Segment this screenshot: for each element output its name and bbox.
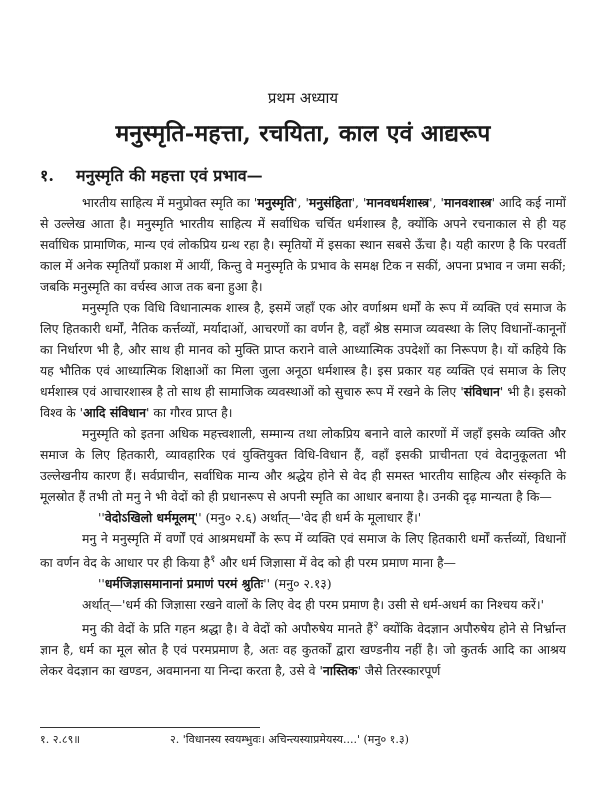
chapter-title: मनुस्मृति-महत्ता, रचयिता, काल एवं आद्यरूप (115, 120, 491, 147)
quote-1 (40, 507, 566, 528)
term-manavadharmashastra: मानवधर्मशास्त्र (366, 195, 430, 210)
section-heading (40, 164, 566, 186)
chapter-label: प्रथम अध्याय (267, 89, 339, 107)
paragraph-2 (40, 297, 566, 423)
text: मनु ने मनुस्मृति में वर्णों एवं आश्रमधर्मों के रूप में व्यक्ति एवं समाज के लिए हितकारी धर्मों कर्त्तव्यों, विधानों का वर्णन वेद के आधार पर ही किया है (40, 531, 566, 571)
text: ' का गौरव प्राप्त है। (146, 405, 233, 420)
text: '' (मनु० २.१३) (263, 576, 332, 592)
footnote-ref: १ (210, 553, 216, 565)
sanskrit-quote: धर्मजिज्ञासमानानां प्रमाणं परमं श्रुतिः (104, 576, 264, 592)
text: '' (98, 510, 105, 525)
term-manavashastra: मानवशास्त्र (443, 195, 492, 210)
text: ' भी है। इसको विश्व के ' (40, 384, 566, 420)
footnote-divider (40, 727, 260, 728)
text: '' (98, 576, 105, 592)
sanskrit-quote: वेदोऽखिलो धर्ममूलम् (104, 510, 195, 525)
text: ', ' (294, 195, 309, 210)
paragraph-5 (40, 594, 566, 615)
paragraph-4 (40, 528, 566, 573)
term-nastik: नास्तिक (322, 663, 358, 679)
quote-2 (40, 573, 566, 594)
footnote-1: १. २.८९॥ (40, 733, 80, 746)
text: मनु की वेदों के प्रति गहन श्रद्धा है। वे वेदों को अपौरुषेय मानते हैं (82, 621, 374, 637)
text: मनुस्मृति को इतना अधिक महत्त्वशाली, सम्मान्य तथा लोकप्रिय बनाने वाले कारणों में जहाँ इसके व्यक्ति और समाज के लिए हितकारी, व्यावहारिक एवं युक्तियुक्त विधि-विधान हैं, वहाँ इसकी प्राचीनता एवं वेदानुकूलता भी उल्लेखनीय कारण हैं। सर्वप्राचीन, सर्वाधिक मान्य और श्रद्धेय होने से वेद ही समस्त भारतीय साहित्य और संस्कृति के मूलस्रोत हैं तभी तो मनु ने भी वेदों को ही प्रधानरूप से अपनी स्मृति का आधार बनाया है। उनकी दृढ़ मान्यता है कि— (40, 426, 566, 504)
text: ', ' (429, 195, 444, 210)
text: मनुस्मृति एक विधि विधानात्मक शास्त्र है, इसमें जहाँ एक ओर वर्णाश्रम धर्मों के रूप में व्यक्ति एवं समाज के लिए हितकारी धर्मों, नैतिक कर्त्तव्यों, मर्यादाओं, आचरणों का वर्णन है, वहाँ श्रेष्ठ समाज व्यवस्था के लिए विधानों-कानूनों का निर्धारण भी है, और साथ ही मानव को मुक्ति प्राप्त कराने वाले आध्यात्मिक उपदेशों का निरूपण है। यों कहिये कि यह भौतिक एवं आध्यात्मिक शिक्षाओं का मिला जुला अनूठा धर्मशास्त्र है। इस प्रकार यह व्यक्ति एवं समाज के लिए धर्मशास्त्र एवं आचारशास्त्र है तो साथ ही सामाजिक व्यवस्थाओं को सुचारु रूप में रखने के लिए ' (40, 300, 566, 399)
text: '' (मनु० २.६) अर्थात्—'वेद ही धर्म के मूलाधार हैं।' (194, 510, 422, 525)
text: ' जैसे तिरस्कारपूर्ण (357, 663, 441, 679)
term-manusmriti: मनुस्मृति (257, 195, 295, 210)
paragraph-1 (40, 192, 566, 297)
section-number: १. (40, 166, 54, 185)
footnotes (40, 727, 566, 747)
footnote-2: २. 'विधानस्य स्वयम्भुवः। अचिन्त्यस्याप्रमेयस्य....' (मनु० १.३) (170, 733, 409, 746)
paragraph-6 (40, 615, 566, 681)
paragraph-3 (40, 423, 566, 507)
text: ' आदि कई नामों से उल्लेख आता है। मनुस्मृति भारतीय साहित्य में सर्वाधिक चर्चित धर्मशास्त्र है, क्योंकि अपने रचनाकाल से ही यह सर्वाधिक प्रामाणिक, मान्य एवं लोकप्रिय ग्रन्थ रहा है। स्मृतियों में इसका स्थान सबसे ऊँचा है। यही कारण है कि परवर्ती काल में अनेक स्मृतियाँ प्रकाश में आयीं, किन्तु वे मनुस्मृति के प्रभाव के समक्ष टिक न सकीं, अपना प्रभाव न जमा सकीं; जबकि मनुस्मृति का वर्चस्व आज तक बना हुआ है। (40, 195, 566, 294)
text: और धर्म जिज्ञासा में वेद को ही परम प्रमाण माना है— (215, 555, 456, 571)
term-samvidhan: संविधान (463, 384, 500, 399)
section-title: मनुस्मृति की महत्ता एवं प्रभाव— (76, 166, 263, 185)
footnote-row (40, 732, 566, 747)
text: क्योंकि वेदज्ञान अपौरुषेय होने से निर्भ्रान्त ज्ञान है, धर्म का मूल स्रोत है एवं परमप्रमाण है, अतः वह कुतर्कों द्वारा खण्डनीय नहीं है। जो कुतर्क आदि का आश्रय लेकर वेदज्ञान का खण्डन, अवमानना या निन्दा करता है, उसे वे ' (40, 621, 566, 679)
term-adi-samvidhan: आदि संविधान (83, 405, 147, 420)
text: अर्थात्—'धर्म की जिज्ञासा रखने वालों के लिए वेद ही परम प्रमाण है। उसी से धर्म-अधर्म का निश्चय करें।' (82, 597, 545, 613)
term-manusamhita: मनुसंहिता (308, 195, 352, 210)
text: भारतीय साहित्य में मनुप्रोक्त स्मृति का ' (82, 195, 258, 210)
text: ', ' (351, 195, 367, 210)
footnote-ref: २ (373, 619, 379, 632)
